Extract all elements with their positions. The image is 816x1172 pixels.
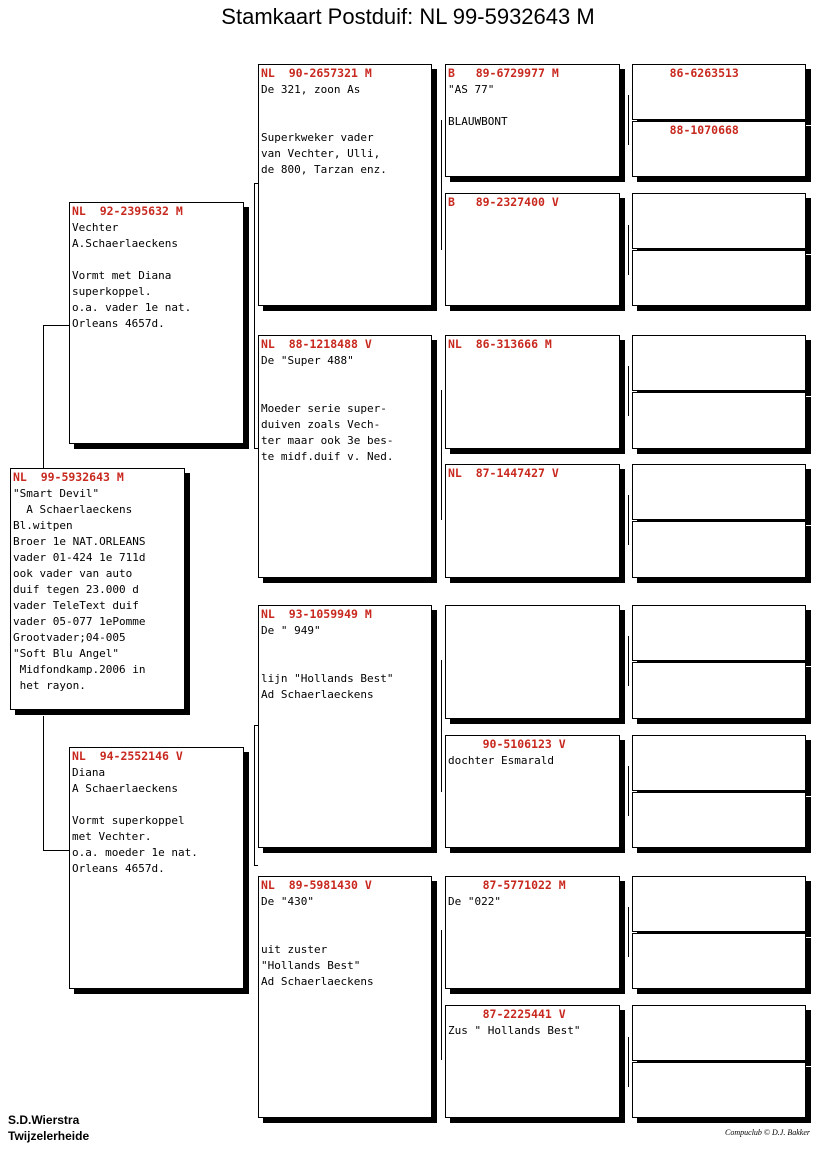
pedigree-box-gen5-5a xyxy=(632,605,806,661)
ring-number: NL 87-1447427 V xyxy=(448,466,559,480)
connector-line xyxy=(628,636,629,686)
connector-line xyxy=(628,766,629,816)
connector-line xyxy=(43,325,44,468)
pedigree-box-gen5-8b xyxy=(632,1062,806,1118)
pedigree-box-gen5-7b xyxy=(632,933,806,989)
connector-line xyxy=(628,1037,629,1087)
ring-number xyxy=(633,336,805,337)
connector-line xyxy=(441,660,442,792)
pedigree-box-mfm xyxy=(445,735,620,848)
pigeon-description: Vechter A.Schaerlaeckens Vormt met Diana superkoppel. o.a. vader 1e nat. Orleans 4657d. xyxy=(72,221,192,330)
pedigree-box-fm xyxy=(258,335,432,578)
ring-number: 86-6263513 xyxy=(635,66,739,80)
ring-number: NL 86-313666 M xyxy=(448,337,552,351)
pigeon-description xyxy=(446,209,619,211)
pedigree-box-gen5-3a xyxy=(632,335,806,391)
connector-line xyxy=(43,716,44,850)
ring-number xyxy=(633,793,805,794)
page-title: Stamkaart Postduif: NL 99-5932643 M xyxy=(221,4,595,29)
ring-number xyxy=(633,522,805,523)
connector-line xyxy=(254,865,258,866)
owner-name: S.D.Wierstra Twijzelerheide xyxy=(8,1113,90,1143)
pedigree-box-gen5-4a xyxy=(632,464,806,520)
connector-line xyxy=(43,325,69,326)
ring-number: NL 99-5932643 M xyxy=(13,470,124,484)
connector-line xyxy=(441,390,442,520)
pigeon-description: "Smart Devil" A Schaerlaeckens Bl.witpen Broer 1e NAT.ORLEANS vader 01-424 1e 711d ook vader van auto duif tegen 23.000 d vader TeleText duif vader 05-077 1ePomme Grootvader;04-005 "Soft Blu Angel" Midfondkamp.2006 in het rayon. xyxy=(13,487,146,692)
connector-line xyxy=(441,120,442,250)
pigeon-description: De "022" xyxy=(448,895,501,908)
ring-number: B 89-2327400 V xyxy=(448,195,559,209)
pedigree-box-mm xyxy=(258,876,432,1118)
ring-number: NL 90-2657321 M xyxy=(261,66,372,80)
pigeon-description: De "430" uit zuster "Hollands Best" Ad Schaerlaeckens xyxy=(261,895,374,988)
pigeon-description: De 321, zoon As Superkweker vader van Vechter, Ulli, de 800, Tarzan enz. xyxy=(261,83,387,176)
ring-number xyxy=(633,465,805,466)
pedigree-box-gen5-6b xyxy=(632,792,806,848)
pedigree-box-subject xyxy=(10,468,185,710)
ring-number: 87-2225441 V xyxy=(448,1007,566,1021)
ring-number xyxy=(633,1063,805,1064)
pedigree-box-gen5-4b xyxy=(632,521,806,578)
pedigree-box-gen5-1b xyxy=(632,121,806,177)
pedigree-box-mother xyxy=(69,747,244,989)
ring-number xyxy=(633,934,805,935)
ring-number xyxy=(633,393,805,394)
pigeon-description xyxy=(446,351,619,353)
pedigree-box-mff xyxy=(445,605,620,719)
pedigree-box-mmm xyxy=(445,1005,620,1118)
pedigree-box-gen5-2b xyxy=(632,250,806,306)
connector-line xyxy=(254,183,255,448)
pedigree-box-gen5-2a xyxy=(632,193,806,249)
ring-number: B 89-6729977 M xyxy=(448,66,559,80)
ring-number: NL 92-2395632 M xyxy=(72,204,183,218)
pedigree-box-gen5-5b xyxy=(632,662,806,719)
pedigree-box-gen5-8a xyxy=(632,1005,806,1061)
pedigree-box-gen5-1a xyxy=(632,64,806,120)
ring-number: 88-1070668 xyxy=(635,123,739,137)
pigeon-description: De " 949" lijn "Hollands Best" Ad Schaerlaeckens xyxy=(261,624,394,701)
software-credit: Compuclub © D.J. Bakker xyxy=(725,1128,810,1137)
ring-number xyxy=(633,663,805,664)
pedigree-box-fmm xyxy=(445,464,620,578)
ring-number xyxy=(633,736,805,737)
pedigree-box-gen5-6a xyxy=(632,735,806,791)
pigeon-description: Zus " Hollands Best" xyxy=(448,1024,581,1037)
pigeon-description xyxy=(446,607,619,609)
ring-number xyxy=(633,194,805,195)
pedigree-box-fff xyxy=(445,64,620,177)
connector-line xyxy=(43,850,69,851)
pigeon-description: Diana A Schaerlaeckens Vormt superkoppel met Vechter. o.a. moeder 1e nat. Orleans 4657d. xyxy=(72,766,198,875)
ring-number xyxy=(633,251,805,252)
ring-number: NL 94-2552146 V xyxy=(72,749,183,763)
pedigree-box-father xyxy=(69,202,244,444)
connector-line xyxy=(628,907,629,957)
connector-line xyxy=(628,495,629,545)
pigeon-description: De "Super 488" Moeder serie super- duiven zoals Vech- ter maar ook 3e bes- te midf.duif v. Ned. xyxy=(261,354,394,463)
pedigree-box-fmf xyxy=(445,335,620,449)
pedigree-box-gen5-7a xyxy=(632,876,806,932)
pedigree-box-ffm xyxy=(445,193,620,306)
ring-number xyxy=(633,877,805,878)
pedigree-box-mmf xyxy=(445,876,620,989)
connector-line xyxy=(628,95,629,145)
connector-line xyxy=(441,930,442,1060)
pigeon-description: "AS 77" BLAUWBONT xyxy=(448,83,508,128)
ring-number: NL 89-5981430 V xyxy=(261,878,372,892)
pedigree-box-gen5-3b xyxy=(632,392,806,449)
connector-line xyxy=(254,725,255,865)
ring-number: NL 88-1218488 V xyxy=(261,337,372,351)
pedigree-box-mf xyxy=(258,605,432,848)
pigeon-description xyxy=(446,480,619,482)
pigeon-description: dochter Esmarald xyxy=(448,754,554,767)
ring-number: 87-5771022 M xyxy=(448,878,566,892)
ring-number: 90-5106123 V xyxy=(448,737,566,751)
pedigree-box-ff xyxy=(258,64,432,306)
connector-line xyxy=(628,366,629,416)
ring-number xyxy=(633,1006,805,1007)
connector-line xyxy=(628,225,629,275)
ring-number: NL 93-1059949 M xyxy=(261,607,372,621)
ring-number xyxy=(633,606,805,607)
